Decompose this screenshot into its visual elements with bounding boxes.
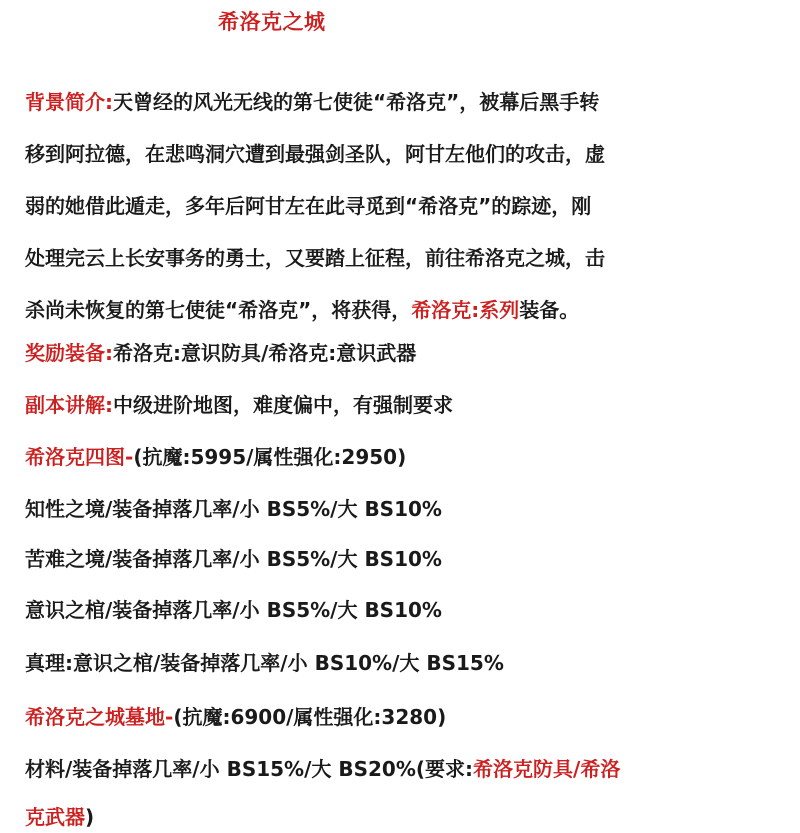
background-line (25, 284, 765, 336)
explain-text: 中级进阶地图，难度偏中，有强制要求 (113, 393, 453, 417)
background-line (25, 76, 765, 128)
map-drop-line: 苦难之境/装备掉落几率/小 BS5%/大 BS10% (25, 547, 442, 571)
background-line: 处理完云上长安事务的勇士，又要踏上征程，前往希洛克之城，击 (25, 246, 605, 270)
tomb-requirement: 希洛克防具/希洛 (473, 757, 621, 781)
tomb-heading (25, 703, 446, 731)
background-text: 天曾经的风光无线的第七使徒“希洛克”，被幕后黑手转 (113, 90, 600, 114)
tomb-drop-line (25, 755, 620, 783)
tomb-requirement-cont: 克武器 (25, 805, 85, 829)
background-last-suffix: 装备。 (519, 298, 580, 322)
explain-label: 副本讲解: (25, 393, 113, 417)
background-line: 弱的她借此遁走，多年后阿甘左在此寻觅到“希洛克”的踪迹，刚 (25, 194, 592, 218)
tomb-stats: (抗魔:6900/属性强化:3280) (173, 705, 447, 729)
page-title: 希洛克之城 (218, 10, 326, 34)
tomb-drop-text: 材料/装备掉落几率/小 BS15%/大 BS20%(要求: (25, 757, 474, 781)
background-last-highlight: 希洛克:系列 (411, 298, 520, 322)
background-label: 背景简介: (25, 90, 113, 114)
four-maps-label: 希洛克四图- (25, 445, 134, 469)
explain-line (25, 391, 453, 419)
four-maps-stats: (抗魔:5995/属性强化:2950) (133, 445, 407, 469)
reward-line (25, 339, 416, 367)
background-line: 移到阿拉德，在悲鸣洞穴遭到最强剑圣队，阿甘左他们的攻击，虚 (25, 142, 605, 166)
background-paragraph (25, 76, 765, 336)
background-last-prefix: 杀尚未恢复的第七使徒“希洛克”，将获得， (25, 298, 412, 322)
map-drop-line: 意识之棺/装备掉落几率/小 BS5%/大 BS10% (25, 598, 442, 622)
tomb-label: 希洛克之城墓地- (25, 705, 174, 729)
map-drop-line: 真理:意识之棺/装备掉落几率/小 BS10%/大 BS15% (25, 651, 504, 675)
tomb-close-paren: ) (85, 805, 95, 829)
reward-label: 奖励装备: (25, 341, 113, 365)
map-drop-line: 知性之境/装备掉落几率/小 BS5%/大 BS10% (25, 497, 442, 521)
four-maps-heading (25, 443, 406, 471)
reward-text: 希洛克:意识防具/希洛克:意识武器 (113, 341, 417, 365)
tomb-drop-line-continued (25, 803, 94, 831)
